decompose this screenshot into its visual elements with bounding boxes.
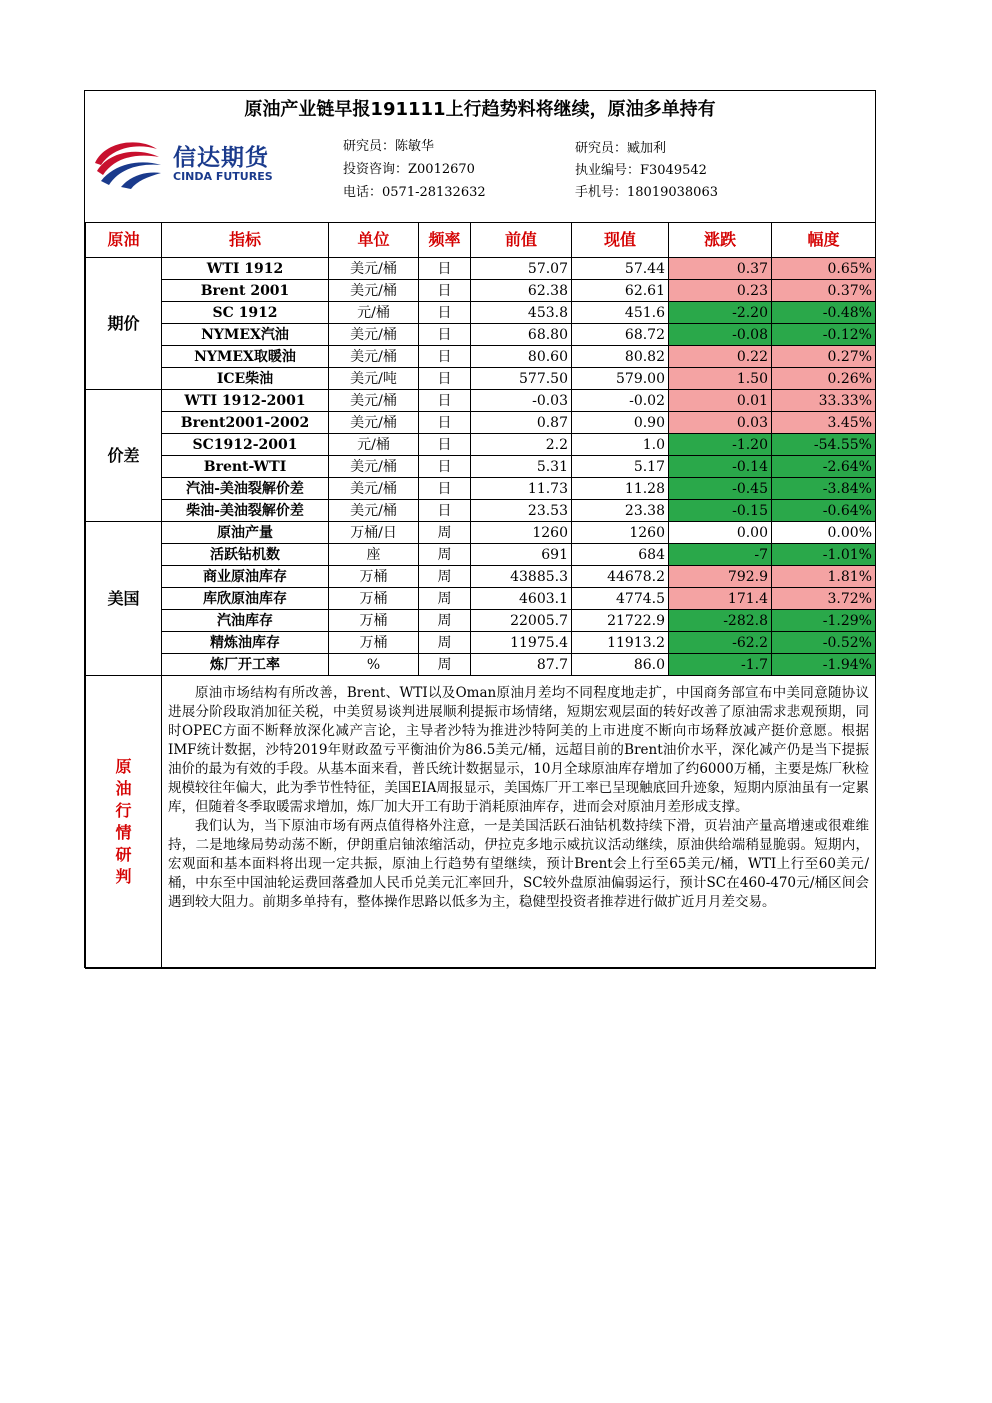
current-value-cell: -0.02 — [572, 390, 669, 412]
indicator-cell: Brent 2001 — [162, 280, 329, 302]
table-header-row — [86, 223, 876, 258]
category-cell: 价差 — [86, 390, 162, 522]
table-row — [86, 346, 876, 368]
change-cell: -7 — [669, 544, 772, 566]
header-frequency: 频率 — [419, 223, 471, 258]
current-value-cell: 11913.2 — [572, 632, 669, 654]
unit-cell: 美元/桶 — [329, 390, 419, 412]
indicator-cell: 活跃钻机数 — [162, 544, 329, 566]
table-row — [86, 610, 876, 632]
header-change: 涨跌 — [669, 223, 772, 258]
table-row — [86, 522, 876, 544]
header-previous: 前值 — [471, 223, 572, 258]
previous-value-cell: 4603.1 — [471, 588, 572, 610]
current-value-cell: 579.00 — [572, 368, 669, 390]
indicator-cell: Brent-WTI — [162, 456, 329, 478]
frequency-cell: 日 — [419, 412, 471, 434]
indicator-cell: 汽油库存 — [162, 610, 329, 632]
previous-value-cell: 23.53 — [471, 500, 572, 522]
report-title: 原油产业链早报191111上行趋势料将继续，原油多单持有 — [244, 99, 716, 120]
indicator-cell: 商业原油库存 — [162, 566, 329, 588]
change-cell: 0.03 — [669, 412, 772, 434]
header-percent: 幅度 — [772, 223, 876, 258]
current-value-cell: 11.28 — [572, 478, 669, 500]
current-value-cell: 684 — [572, 544, 669, 566]
change-cell: 792.9 — [669, 566, 772, 588]
unit-cell: 万桶/日 — [329, 522, 419, 544]
change-cell: -282.8 — [669, 610, 772, 632]
change-cell: 0.01 — [669, 390, 772, 412]
frequency-cell: 日 — [419, 390, 471, 412]
unit-cell: 美元/桶 — [329, 456, 419, 478]
frequency-cell: 日 — [419, 302, 471, 324]
header-indicator: 指标 — [162, 223, 329, 258]
percent-cell: 3.45% — [772, 412, 876, 434]
header-category: 原油 — [86, 223, 162, 258]
change-cell: 171.4 — [669, 588, 772, 610]
analysis-paragraph-1: 原油市场结构有所改善，Brent、WTI以及Oman原油月差均不同程度地走扩，中国商务部宣布中美同意随协议进展分阶段取消加征关税，中美贸易谈判进展顺利提振市场情绪，短期宏观层面的转好改善了原油需求悲观预期，同时OPEC方面不断释放深化减产言论，主导者沙特为推进沙特阿美的上市进度不断向市场释放减产挺价意愿。根据IMF统计数据，沙特2019年财政盈亏平衡油价为86.5美元/桶，远超目前的Brent油价水平，深化减产仍是当下提振油价的最为有效的手段。从基本面来看，普氏统计数据显示，10月全球原油库存增加了约6000万桶，主要是炼厂秋检规模较往年偏大，此为季节性特征，美国EIA周报显示，美国炼厂开工率已呈现触底回升迹象，短期内原油虽有一定累库，但随着冬季取暖需求增加，炼厂加大开工有助于消耗原油库存，进而会对原油月差形成支撑。 — [168, 685, 869, 815]
unit-cell: 万桶 — [329, 566, 419, 588]
analysis-text — [162, 676, 876, 969]
indicator-cell: 汽油-美油裂解价差 — [162, 478, 329, 500]
previous-value-cell: 80.60 — [471, 346, 572, 368]
frequency-cell: 日 — [419, 324, 471, 346]
current-value-cell: 21722.9 — [572, 610, 669, 632]
cinda-logo-icon — [91, 135, 163, 191]
header-current: 现值 — [572, 223, 669, 258]
percent-cell: 0.37% — [772, 280, 876, 302]
analysis-paragraph-2: 我们认为，当下原油市场有两点值得格外注意，一是美国活跃石油钻机数持续下滑，页岩油产量高增速或很难维持，二是地缘局势动荡不断，伊朗重启铀浓缩活动，伊拉克多地示威抗议活动继续，原油供给端稍显脆弱。短期内，宏观面和基本面料将出现一定共振，原油上行趋势有望继续，预计Brent会上行至65美元/桶，WTI上行至60美元/桶，中东至中国油轮运费回落叠加人民币兑美元汇率回升，SC较外盘原油偏弱运行，预计SC在460-470元/桶区间会遇到较大阻力。前期多单持有，整体操作思路以低多为主，稳健型投资者推荐进行做扩近月月差交易。 — [168, 818, 869, 910]
percent-cell: -3.84% — [772, 478, 876, 500]
unit-cell: 美元/桶 — [329, 500, 419, 522]
indicator-cell: 精炼油库存 — [162, 632, 329, 654]
change-cell: -0.14 — [669, 456, 772, 478]
logo-chinese: 信达期货 — [173, 145, 269, 171]
change-cell: 0.23 — [669, 280, 772, 302]
unit-cell: 座 — [329, 544, 419, 566]
frequency-cell: 日 — [419, 368, 471, 390]
table-row — [86, 434, 876, 456]
current-value-cell: 451.6 — [572, 302, 669, 324]
indicator-cell: NYMEX汽油 — [162, 324, 329, 346]
unit-cell: 美元/桶 — [329, 258, 419, 280]
unit-cell: 美元/吨 — [329, 368, 419, 390]
table-row — [86, 390, 876, 412]
indicator-cell: 库欣原油库存 — [162, 588, 329, 610]
frequency-cell: 周 — [419, 544, 471, 566]
frequency-cell: 周 — [419, 566, 471, 588]
change-cell: 0.00 — [669, 522, 772, 544]
indicator-cell: WTI 1912-2001 — [162, 390, 329, 412]
table-row — [86, 478, 876, 500]
company-logo — [91, 135, 281, 191]
frequency-cell: 周 — [419, 610, 471, 632]
indicator-cell: 原油产量 — [162, 522, 329, 544]
change-cell: 0.22 — [669, 346, 772, 368]
previous-value-cell: 577.50 — [471, 368, 572, 390]
table-row — [86, 654, 876, 676]
unit-cell: 美元/桶 — [329, 478, 419, 500]
analysis-label — [86, 676, 162, 969]
table-row — [86, 544, 876, 566]
table-row — [86, 456, 876, 478]
previous-value-cell: 57.07 — [471, 258, 572, 280]
current-value-cell: 44678.2 — [572, 566, 669, 588]
percent-cell: -0.52% — [772, 632, 876, 654]
previous-value-cell: 87.7 — [471, 654, 572, 676]
report-frame — [84, 90, 876, 968]
header-unit: 单位 — [329, 223, 419, 258]
analyst-left-3: 电话：0571-28132632 — [343, 185, 486, 200]
table-row — [86, 412, 876, 434]
percent-cell: -0.12% — [772, 324, 876, 346]
percent-cell: -1.01% — [772, 544, 876, 566]
indicator-cell: 柴油-美油裂解价差 — [162, 500, 329, 522]
frequency-cell: 日 — [419, 456, 471, 478]
indicator-cell: SC1912-2001 — [162, 434, 329, 456]
current-value-cell: 68.72 — [572, 324, 669, 346]
analysis-label-text: 原 油 行 情 研 判 — [115, 757, 132, 886]
indicator-cell: NYMEX取暖油 — [162, 346, 329, 368]
unit-cell: 元/桶 — [329, 434, 419, 456]
current-value-cell: 57.44 — [572, 258, 669, 280]
previous-value-cell: 11975.4 — [471, 632, 572, 654]
table-row — [86, 280, 876, 302]
percent-cell: -0.64% — [772, 500, 876, 522]
table-row — [86, 324, 876, 346]
frequency-cell: 周 — [419, 632, 471, 654]
percent-cell: 3.72% — [772, 588, 876, 610]
indicator-cell: 炼厂开工率 — [162, 654, 329, 676]
frequency-cell: 日 — [419, 258, 471, 280]
analyst-left-2: 投资咨询：Z0012670 — [343, 162, 475, 177]
current-value-cell: 80.82 — [572, 346, 669, 368]
unit-cell: 万桶 — [329, 632, 419, 654]
frequency-cell: 周 — [419, 654, 471, 676]
unit-cell: 美元/桶 — [329, 412, 419, 434]
percent-cell: -54.55% — [772, 434, 876, 456]
current-value-cell: 62.61 — [572, 280, 669, 302]
category-cell: 期价 — [86, 258, 162, 390]
previous-value-cell: 691 — [471, 544, 572, 566]
analyst-left-1: 研究员：陈敏华 — [343, 139, 435, 154]
current-value-cell: 1260 — [572, 522, 669, 544]
previous-value-cell: 5.31 — [471, 456, 572, 478]
change-cell: -2.20 — [669, 302, 772, 324]
percent-cell: 0.27% — [772, 346, 876, 368]
previous-value-cell: 43885.3 — [471, 566, 572, 588]
change-cell: 1.50 — [669, 368, 772, 390]
indicator-cell: WTI 1912 — [162, 258, 329, 280]
unit-cell: 美元/桶 — [329, 324, 419, 346]
unit-cell: 元/桶 — [329, 302, 419, 324]
previous-value-cell: 11.73 — [471, 478, 572, 500]
change-cell: -62.2 — [669, 632, 772, 654]
table-row — [86, 258, 876, 280]
logo-english: CINDA FUTURES — [173, 170, 273, 183]
unit-cell: 美元/桶 — [329, 346, 419, 368]
unit-cell: 万桶 — [329, 588, 419, 610]
indicator-cell: Brent2001-2002 — [162, 412, 329, 434]
analysis-row — [86, 676, 876, 969]
change-cell: 0.37 — [669, 258, 772, 280]
previous-value-cell: 68.80 — [471, 324, 572, 346]
indicator-cell: ICE柴油 — [162, 368, 329, 390]
frequency-cell: 周 — [419, 522, 471, 544]
change-cell: -1.7 — [669, 654, 772, 676]
change-cell: -0.08 — [669, 324, 772, 346]
unit-cell: 万桶 — [329, 610, 419, 632]
table-row — [86, 500, 876, 522]
percent-cell: 1.81% — [772, 566, 876, 588]
unit-cell: 美元/桶 — [329, 280, 419, 302]
analyst-right-3: 手机号：18019038063 — [575, 185, 718, 200]
indicator-cell: SC 1912 — [162, 302, 329, 324]
current-value-cell: 5.17 — [572, 456, 669, 478]
percent-cell: -2.64% — [772, 456, 876, 478]
current-value-cell: 23.38 — [572, 500, 669, 522]
analyst-right-1: 研究员：臧加利 — [575, 141, 667, 156]
percent-cell: 33.33% — [772, 390, 876, 412]
current-value-cell: 1.0 — [572, 434, 669, 456]
unit-cell: % — [329, 654, 419, 676]
previous-value-cell: 22005.7 — [471, 610, 572, 632]
previous-value-cell: -0.03 — [471, 390, 572, 412]
frequency-cell: 日 — [419, 280, 471, 302]
previous-value-cell: 2.2 — [471, 434, 572, 456]
table-row — [86, 368, 876, 390]
frequency-cell: 周 — [419, 588, 471, 610]
percent-cell: 0.26% — [772, 368, 876, 390]
change-cell: -0.45 — [669, 478, 772, 500]
previous-value-cell: 453.8 — [471, 302, 572, 324]
current-value-cell: 0.90 — [572, 412, 669, 434]
category-cell: 美国 — [86, 522, 162, 676]
frequency-cell: 日 — [419, 500, 471, 522]
previous-value-cell: 0.87 — [471, 412, 572, 434]
current-value-cell: 86.0 — [572, 654, 669, 676]
frequency-cell: 日 — [419, 478, 471, 500]
table-row — [86, 566, 876, 588]
previous-value-cell: 62.38 — [471, 280, 572, 302]
percent-cell: -0.48% — [772, 302, 876, 324]
analyst-right-2: 执业编号：F3049542 — [575, 163, 707, 178]
frequency-cell: 日 — [419, 346, 471, 368]
previous-value-cell: 1260 — [471, 522, 572, 544]
percent-cell: 0.65% — [772, 258, 876, 280]
percent-cell: -1.29% — [772, 610, 876, 632]
current-value-cell: 4774.5 — [572, 588, 669, 610]
frequency-cell: 日 — [419, 434, 471, 456]
change-cell: -0.15 — [669, 500, 772, 522]
percent-cell: 0.00% — [772, 522, 876, 544]
table-row — [86, 588, 876, 610]
change-cell: -1.20 — [669, 434, 772, 456]
table-row — [86, 302, 876, 324]
table-row — [86, 632, 876, 654]
market-data-table — [85, 222, 876, 969]
percent-cell: -1.94% — [772, 654, 876, 676]
